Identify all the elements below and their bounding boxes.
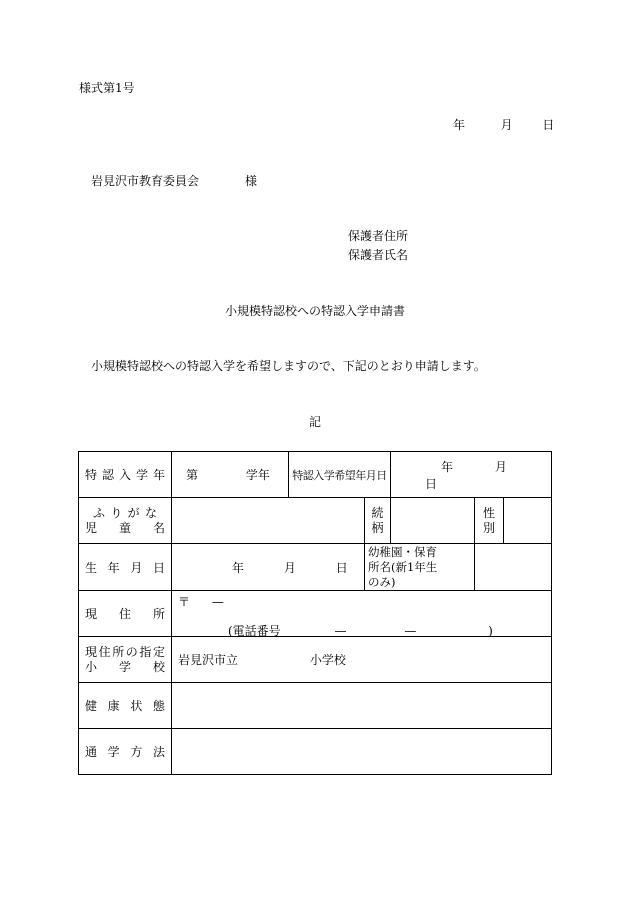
furigana-label: ふりがな (93, 505, 157, 520)
nursery-label-1: 幼稚園・保育 (368, 545, 437, 559)
designated-school-field[interactable] (172, 637, 552, 683)
gender-label-1: 性 (482, 505, 495, 520)
grade-row (79, 452, 552, 498)
birth-field[interactable] (172, 544, 365, 591)
relation-label (365, 498, 391, 544)
child-name-field[interactable] (172, 498, 365, 544)
nursery-label-3: のみ) (368, 575, 396, 589)
grade-label: 特認入学年 (79, 452, 172, 498)
date-month: 月 (500, 118, 513, 132)
wish-day: 日 (425, 476, 438, 491)
health-label: 健康状態 (79, 683, 172, 729)
phone-close: ) (488, 624, 493, 638)
addressee (91, 175, 257, 187)
date-year: 年 (453, 118, 466, 132)
postal-code (178, 593, 224, 610)
guardian-name-label: 保護者氏名 (348, 248, 409, 262)
elementary-school-label: 小学校 (309, 653, 346, 667)
commute-label: 通学方法 (79, 729, 172, 775)
application-form-table (78, 451, 552, 775)
commute-field[interactable] (172, 729, 552, 775)
postal-mark: 〒 (178, 595, 191, 609)
guardian-address-label: 保護者住所 (348, 229, 409, 243)
gender-label (475, 498, 504, 544)
honorific: 様 (245, 174, 258, 188)
city-public-label: 岩見沢市立 (178, 653, 239, 667)
phone-label: (電話番号 (228, 624, 281, 638)
document-title: 小規模特認校への特認入学申請書 (224, 304, 405, 318)
wish-date-field[interactable] (391, 452, 552, 498)
relation-label-1: 続 (371, 505, 384, 520)
child-name-label (79, 498, 172, 544)
address-label: 現住所 (79, 591, 172, 637)
grade-suffix: 学年 (245, 468, 270, 482)
address-field[interactable] (172, 591, 552, 637)
child-name-label-text: 児童名 (85, 520, 165, 535)
date-day: 日 (542, 118, 555, 132)
phone-number (228, 622, 493, 639)
designated-school-label (79, 637, 172, 683)
wish-month: 月 (494, 459, 507, 474)
phone-dash-2: — (404, 624, 417, 638)
birth-label: 生年月日 (79, 544, 172, 591)
designated-school-label-2: 小学校 (85, 659, 165, 674)
wish-date-label: 特認入学希望年月日 (289, 452, 391, 498)
intro-text: 小規模特認校への特認入学を希望しますので、下記のとおり申請します。 (91, 359, 486, 373)
relation-label-2: 柄 (371, 520, 384, 535)
address-row (79, 591, 552, 637)
health-field[interactable] (172, 683, 552, 729)
addressee-name: 岩見沢市教育委員会 (91, 174, 200, 188)
grade-field[interactable] (172, 452, 289, 498)
phone-dash-1: — (334, 624, 347, 638)
postal-dash: — (211, 595, 224, 609)
birth-row (79, 544, 552, 591)
health-row (79, 683, 552, 729)
application-date (453, 119, 554, 131)
nursery-label-2: 所名(新1年生 (368, 560, 438, 574)
gender-label-2: 別 (482, 520, 495, 535)
form-number: 様式第1号 (79, 81, 135, 95)
designated-school-row (79, 637, 552, 683)
nursery-label (365, 544, 475, 591)
birth-month: 月 (283, 560, 296, 575)
birth-day: 日 (335, 560, 348, 575)
grade-prefix: 第 (186, 468, 199, 482)
wish-year: 年 (441, 459, 454, 474)
relation-field[interactable] (391, 498, 475, 544)
birth-year: 年 (232, 560, 245, 575)
nursery-field[interactable] (475, 544, 552, 591)
gender-field[interactable] (504, 498, 552, 544)
name-row (79, 498, 552, 544)
designated-school-label-1: 現住所の指定 (85, 644, 165, 659)
commute-row (79, 729, 552, 775)
ki-label: 記 (308, 415, 321, 429)
